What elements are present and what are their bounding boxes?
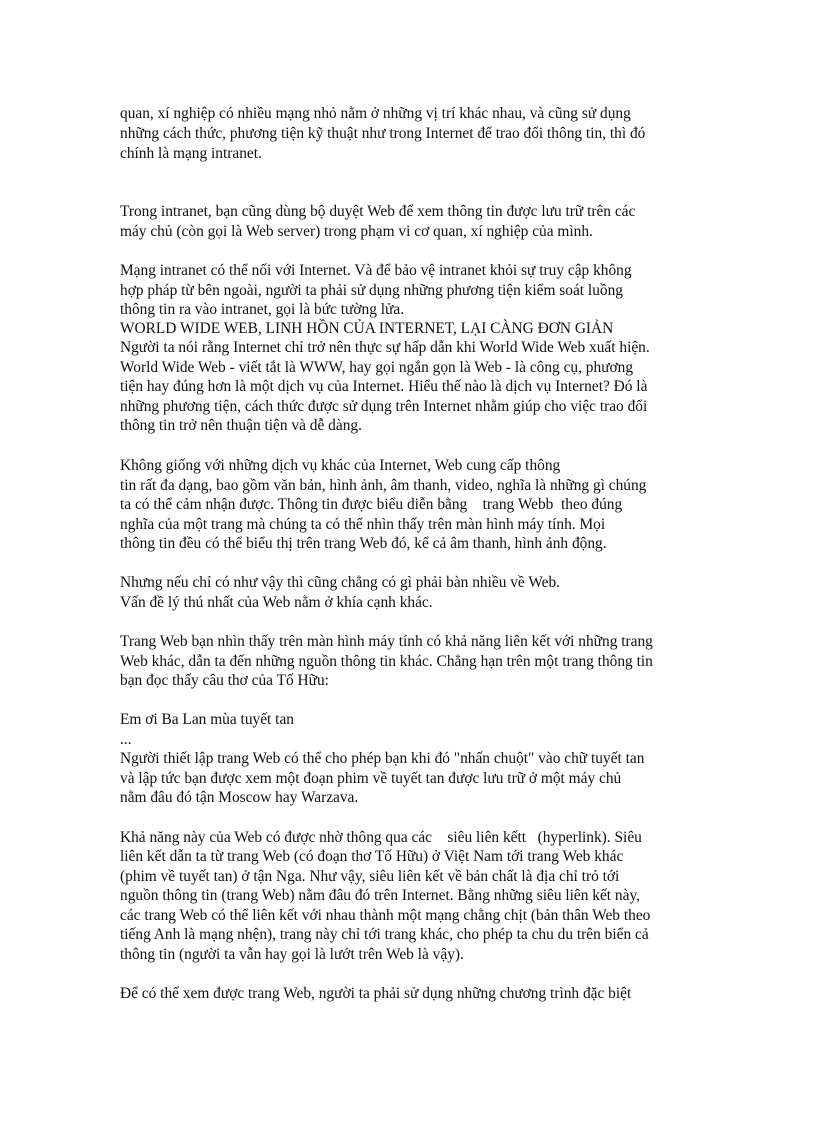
text-line: chính là mạng intranet. [120,145,262,162]
text-line: và lập tức bạn được xem một đoạn phim về tuyết tan được lưu trữ ở một máy chủ [120,770,622,787]
text-line: Để có thể xem được trang Web, người ta phải sử dụng những chương trình đặc biệt [120,985,632,1002]
text-line: quan, xí nghiệp có nhiều mạng nhỏ nằm ở những vị trí khác nhau, và cũng sử dụng [120,105,631,122]
text-line: World Wide Web - viết tắt là WWW, hay gọi ngắn gọn là Web - là công cụ, phương [120,359,634,376]
text-line: Nhưng nếu chỉ có như vậy thì cũng chẳng có gì phải bàn nhiều về Web. [120,574,560,591]
text-line: tiếng Anh là mạng nhện), trang này chỉ tới trang khác, cho phép ta chu du trên biển cả [120,926,649,943]
text-line: nghĩa của một trang mà chúng ta có thể nhìn thấy trên màn hình máy tính. Mọi [120,516,606,533]
text-line: thông tin đều có thể biểu thị trên trang Web đó, kể cả âm thanh, hình ảnh động. [120,535,607,552]
text-line: tiện hay đúng hơn là một dịch vụ của Internet. Hiểu thế nào là dịch vụ Internet? Đó là [120,378,648,395]
text-line: Mạng intranet có thể nối với Internet. Và để bảo vệ intranet khỏi sự truy cập không [120,262,632,279]
text-line: máy chủ (còn gọi là Web server) trong phạm vi cơ quan, xí nghiệp của mình. [120,223,593,240]
text-line: Người ta nói rằng Internet chỉ trở nên thực sự hấp dẫn khi World Wide Web xuất hiện. [120,339,650,356]
text-line: ... [120,731,132,748]
text-line: thông tin ra vào intranet, gọi là bức tường lửa. [120,301,405,318]
text-line: tin rất đa dạng, bao gồm văn bản, hình ảnh, âm thanh, video, nghĩa là những gì chúng [120,477,647,494]
text-line: Em ơi Ba Lan mùa tuyết tan [120,711,294,728]
text-line: Khả năng này của Web có được nhờ thông qua các siêu liên kếtt (hyperlink). Siêu [120,829,642,846]
text-line: nằm đâu đó tận Moscow hay Warzava. [120,789,359,806]
text-line: hợp pháp từ bên ngoài, người ta phải sử dụng những phương tiện kiểm soát luồng [120,282,623,299]
text-line: Trang Web bạn nhìn thấy trên màn hình máy tính có khả năng liên kết với những trang [120,633,653,650]
text-line: bạn đọc thấy câu thơ của Tố Hữu: [120,672,329,689]
text-line: Vấn đề lý thú nhất của Web nằm ở khía cạnh khác. [120,594,433,611]
text-line: ta có thể cảm nhận được. Thông tin được biểu diễn bằng trang Webb theo đúng [120,496,623,513]
text-line: Không giống với những dịch vụ khác của Internet, Web cung cấp thông [120,457,561,474]
text-line: Người thiết lập trang Web có thể cho phép bạn khi đó "nhấn chuột" vào chữ tuyết tan [120,750,645,767]
text-line: nguồn thông tin (trang Web) nằm đâu đó trên Internet. Bằng những siêu liên kết này, [120,887,641,904]
text-line: Web khác, dẫn ta đến những nguồn thông tin khác. Chẳng hạn trên một trang thông tin [120,653,653,670]
text-line: những cách thức, phương tiện kỹ thuật như trong Internet để trao đổi thông tin, thì đó [120,125,646,142]
text-line: thông tin trở nên thuận tiện và dễ dàng. [120,417,362,434]
text-line: thông tin (người ta vẫn hay gọi là lướt trên Web là vậy). [120,946,464,963]
text-line: Trong intranet, bạn cũng dùng bộ duyệt Web để xem thông tin được lưu trữ trên các [120,203,636,220]
text-line: các trang Web có thể liên kết với nhau thành một mạng chằng chịt (bản thân Web theo [120,907,651,924]
text-line: những phương tiện, cách thức được sử dụng trên Internet nhằm giúp cho việc trao đổi [120,398,648,415]
text-line: (phim về tuyết tan) ở tận Nga. Như vậy, siêu liên kết về bản chất là địa chỉ trỏ tới [120,868,620,885]
section-heading: WORLD WIDE WEB, LINH HỒN CỦA INTERNET, LẠI CÀNG ĐƠN GIẢN [120,320,614,337]
text-line: liên kết dẫn ta từ trang Web (có đoạn thơ Tố Hữu) ở Việt Nam tới trang Web khác [120,848,624,865]
